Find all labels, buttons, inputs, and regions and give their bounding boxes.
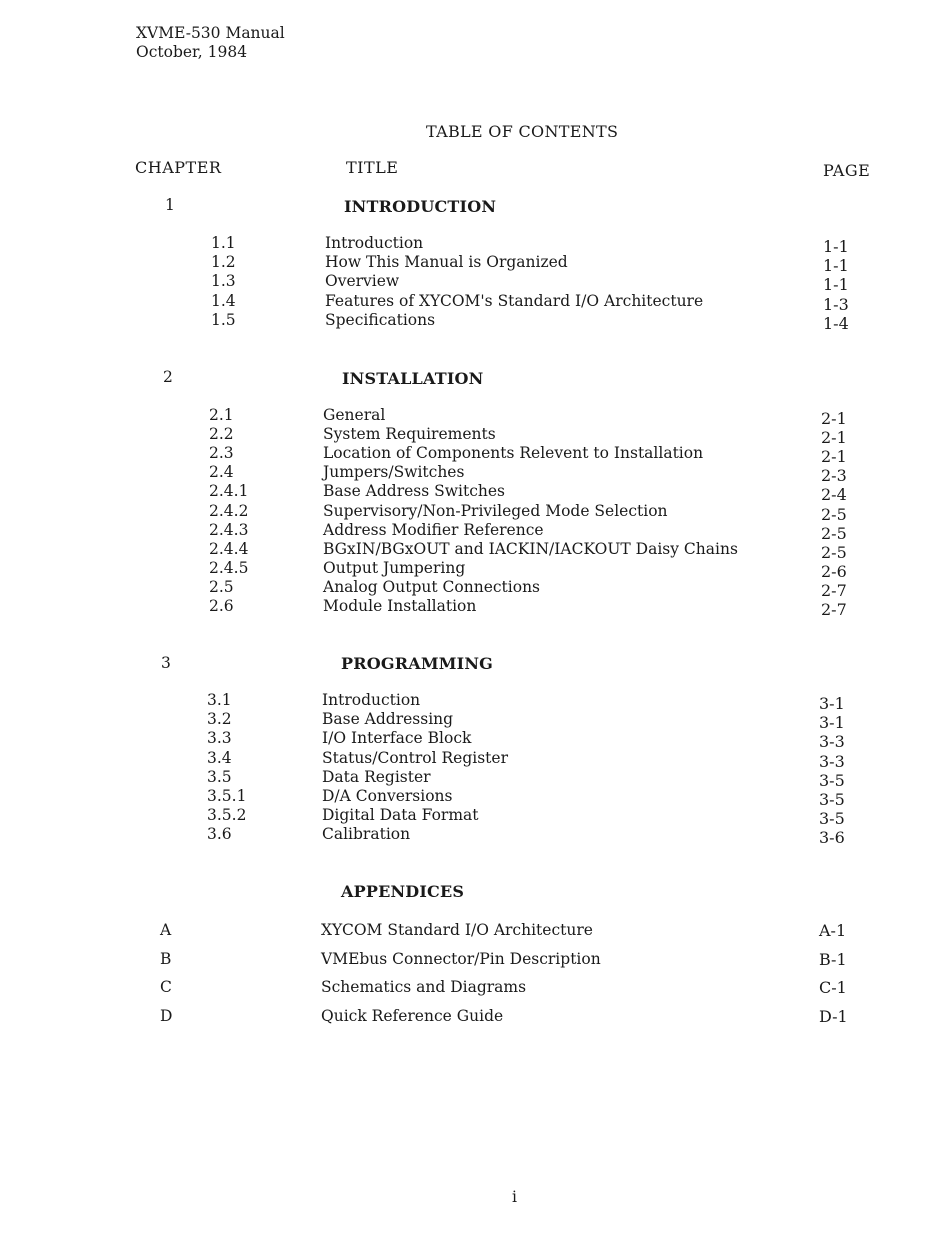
column-header-title: TITLE xyxy=(346,158,399,177)
section-number: 3.2 xyxy=(207,710,232,728)
chapter-title: INSTALLATION xyxy=(342,369,484,388)
section-number: 2.4 xyxy=(209,463,234,481)
section-number: 1.3 xyxy=(211,272,236,290)
appendix-entry xyxy=(0,978,950,997)
appendix-title: XYCOM Standard I/O Architecture xyxy=(321,921,593,939)
section-page: 3-3 xyxy=(819,732,845,751)
appendix-title: VMEbus Connector/Pin Description xyxy=(321,950,601,968)
chapter-title: INTRODUCTION xyxy=(344,197,497,216)
section-title: Specifications xyxy=(325,311,436,329)
toc-entry xyxy=(0,482,950,504)
appendix-letter: B xyxy=(160,950,172,968)
section-page: 1-3 xyxy=(823,295,849,314)
section-number: 3.5.1 xyxy=(207,787,247,805)
header-manual-title: XVME-530 Manual xyxy=(136,24,285,42)
appendix-title: Schematics and Diagrams xyxy=(321,978,527,996)
section-number: 1.2 xyxy=(211,253,236,271)
toc-entry xyxy=(0,406,950,428)
section-page: 2-6 xyxy=(821,562,847,581)
section-number: 1.5 xyxy=(211,311,236,329)
toc-entry xyxy=(0,234,950,256)
section-number: 2.3 xyxy=(209,444,234,462)
section-title: Digital Data Format xyxy=(322,806,479,824)
section-page: 3-5 xyxy=(819,809,845,828)
toc-entry xyxy=(0,521,950,543)
appendix-letter: A xyxy=(160,921,172,939)
section-page: 1-1 xyxy=(823,237,849,256)
section-page: 1-1 xyxy=(823,256,849,275)
appendix-entry xyxy=(0,1007,950,1026)
section-title: General xyxy=(323,406,386,424)
appendix-entry xyxy=(0,921,950,940)
toc-entry xyxy=(0,787,950,809)
section-page: 1-1 xyxy=(823,275,849,294)
section-page: 2-4 xyxy=(821,485,847,504)
section-page: 3-1 xyxy=(819,694,845,713)
section-title: Output Jumpering xyxy=(323,559,466,577)
section-title: D/A Conversions xyxy=(322,787,453,805)
section-page: 2-7 xyxy=(821,581,847,600)
section-page: 2-3 xyxy=(821,466,847,485)
section-page: 2-1 xyxy=(821,447,847,466)
appendix-letter: C xyxy=(160,978,172,996)
column-header-page: PAGE xyxy=(823,161,871,180)
section-number: 3.3 xyxy=(207,729,232,747)
toc-entry xyxy=(0,540,950,562)
appendix-page: D-1 xyxy=(819,1007,848,1026)
section-number: 2.4.4 xyxy=(209,540,249,558)
toc-entry xyxy=(0,253,950,275)
chapter-title: PROGRAMMING xyxy=(341,654,494,673)
section-page: 2-5 xyxy=(821,543,847,562)
appendices-title: APPENDICES xyxy=(341,882,465,901)
section-page: 3-3 xyxy=(819,752,845,771)
section-number: 2.4.1 xyxy=(209,482,249,500)
section-title: Base Address Switches xyxy=(323,482,506,500)
section-title: Status/Control Register xyxy=(322,749,508,767)
section-number: 3.1 xyxy=(207,691,232,709)
section-page: 2-1 xyxy=(821,428,847,447)
appendix-page: C-1 xyxy=(819,978,847,997)
section-page: 3-5 xyxy=(819,790,845,809)
toc-entry xyxy=(0,444,950,466)
toc-entry xyxy=(0,463,950,485)
section-title: Introduction xyxy=(325,234,424,252)
section-page: 2-7 xyxy=(821,600,847,619)
section-title: Location of Components Relevent to Installation xyxy=(323,444,704,462)
section-title: Supervisory/Non-Privileged Mode Selection xyxy=(323,502,668,520)
section-title: Data Register xyxy=(322,768,431,786)
appendix-title: Quick Reference Guide xyxy=(321,1007,504,1025)
section-page: 2-5 xyxy=(821,524,847,543)
section-title: Base Addressing xyxy=(322,710,454,728)
section-page: 2-5 xyxy=(821,505,847,524)
chapter-number: 2 xyxy=(163,368,173,386)
chapter-number: 3 xyxy=(161,654,171,672)
section-title: Overview xyxy=(325,272,400,290)
section-title: Jumpers/Switches xyxy=(323,463,465,481)
appendix-entry xyxy=(0,950,950,969)
section-number: 2.5 xyxy=(209,578,234,596)
section-number: 2.2 xyxy=(209,425,234,443)
section-number: 3.5 xyxy=(207,768,232,786)
section-title: Address Modifier Reference xyxy=(323,521,544,539)
appendix-page: A-1 xyxy=(819,921,847,940)
toc-entry xyxy=(0,425,950,447)
section-number: 3.6 xyxy=(207,825,232,843)
toc-entry xyxy=(0,311,950,333)
toc-entry xyxy=(0,768,950,790)
section-title: Calibration xyxy=(322,825,411,843)
section-page: 3-6 xyxy=(819,828,845,847)
section-page: 2-1 xyxy=(821,409,847,428)
section-title: I/O Interface Block xyxy=(322,729,472,747)
section-title: Analog Output Connections xyxy=(323,578,540,596)
toc-entry xyxy=(0,597,950,619)
section-title: BGxIN/BGxOUT and IACKIN/IACKOUT Daisy Chains xyxy=(323,540,738,558)
toc-entry xyxy=(0,806,950,828)
section-number: 2.6 xyxy=(209,597,234,615)
column-header-chapter: CHAPTER xyxy=(135,158,222,177)
section-page: 1-4 xyxy=(823,314,849,333)
section-title: Module Installation xyxy=(323,597,477,615)
toc-entry xyxy=(0,292,950,314)
section-number: 1.1 xyxy=(211,234,236,252)
section-title: How This Manual is Organized xyxy=(325,253,568,271)
appendix-page: B-1 xyxy=(819,950,847,969)
page-number-footer: i xyxy=(512,1188,517,1206)
toc-heading: TABLE OF CONTENTS xyxy=(426,122,619,141)
toc-entry xyxy=(0,729,950,751)
section-number: 2.1 xyxy=(209,406,234,424)
toc-entry xyxy=(0,272,950,294)
section-number: 1.4 xyxy=(211,292,236,310)
chapter-number: 1 xyxy=(165,196,175,214)
toc-entry xyxy=(0,749,950,771)
toc-entry xyxy=(0,691,950,713)
section-title: Introduction xyxy=(322,691,421,709)
section-page: 3-1 xyxy=(819,713,845,732)
appendix-letter: D xyxy=(160,1007,173,1025)
header-date: October, 1984 xyxy=(136,43,248,61)
section-page: 3-5 xyxy=(819,771,845,790)
section-number: 2.4.3 xyxy=(209,521,249,539)
toc-entry xyxy=(0,710,950,732)
section-title: System Requirements xyxy=(323,425,496,443)
toc-entry xyxy=(0,825,950,847)
section-title: Features of XYCOM's Standard I/O Architecture xyxy=(325,292,704,310)
section-number: 3.5.2 xyxy=(207,806,247,824)
toc-entry xyxy=(0,559,950,581)
toc-entry xyxy=(0,578,950,600)
toc-entry xyxy=(0,502,950,524)
section-number: 2.4.2 xyxy=(209,502,249,520)
section-number: 3.4 xyxy=(207,749,232,767)
section-number: 2.4.5 xyxy=(209,559,249,577)
